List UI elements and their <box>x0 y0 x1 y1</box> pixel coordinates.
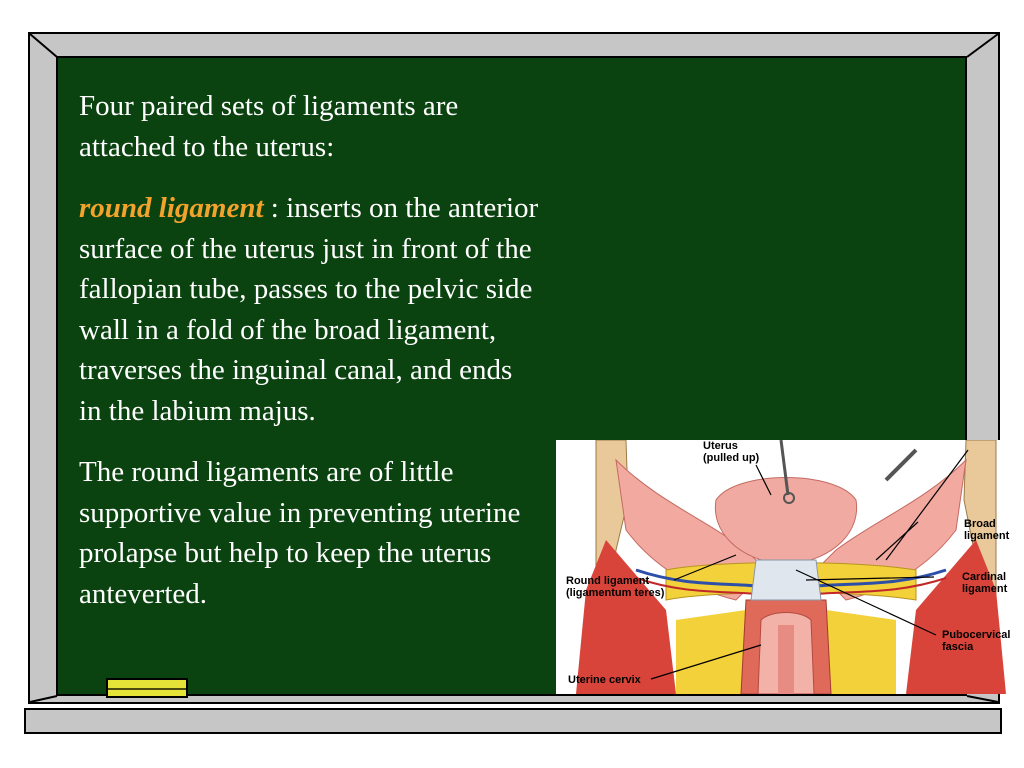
label-broad-ligament: Broad ligament <box>964 518 1010 542</box>
label-round-ligament: Round ligament (ligamentum teres) <box>566 575 665 599</box>
eraser <box>106 678 188 698</box>
slide-text <box>79 86 539 635</box>
intro-paragraph: Four paired sets of ligaments are attached to the uterus: <box>79 90 459 163</box>
uterus-ligaments-illustration <box>556 440 1018 694</box>
label-cardinal-ligament: Cardinal ligament <box>962 571 1008 595</box>
label-pubocervical-fascia: Pubocervical fascia <box>942 629 1011 653</box>
anatomy-drawing <box>556 440 1018 694</box>
label-uterine-cervix: Uterine cervix <box>568 674 641 686</box>
term-round-ligament: round ligament <box>79 192 264 224</box>
round-ligament-paragraph <box>79 188 539 431</box>
chalk-tray <box>24 708 1002 734</box>
label-uterus: Uterus (pulled up) <box>703 440 760 464</box>
note-paragraph: The round ligaments are of little supportive value in preventing uterine prolapse but help to keep the uterus anteverted. <box>79 456 521 610</box>
term-definition: : inserts on the anterior surface of the uterus just in front of the fallopian tube, passes to the pelvic side wall in a fold of the broad ligament, traverses the inguinal canal, and ends in the labium majus. <box>79 192 539 427</box>
